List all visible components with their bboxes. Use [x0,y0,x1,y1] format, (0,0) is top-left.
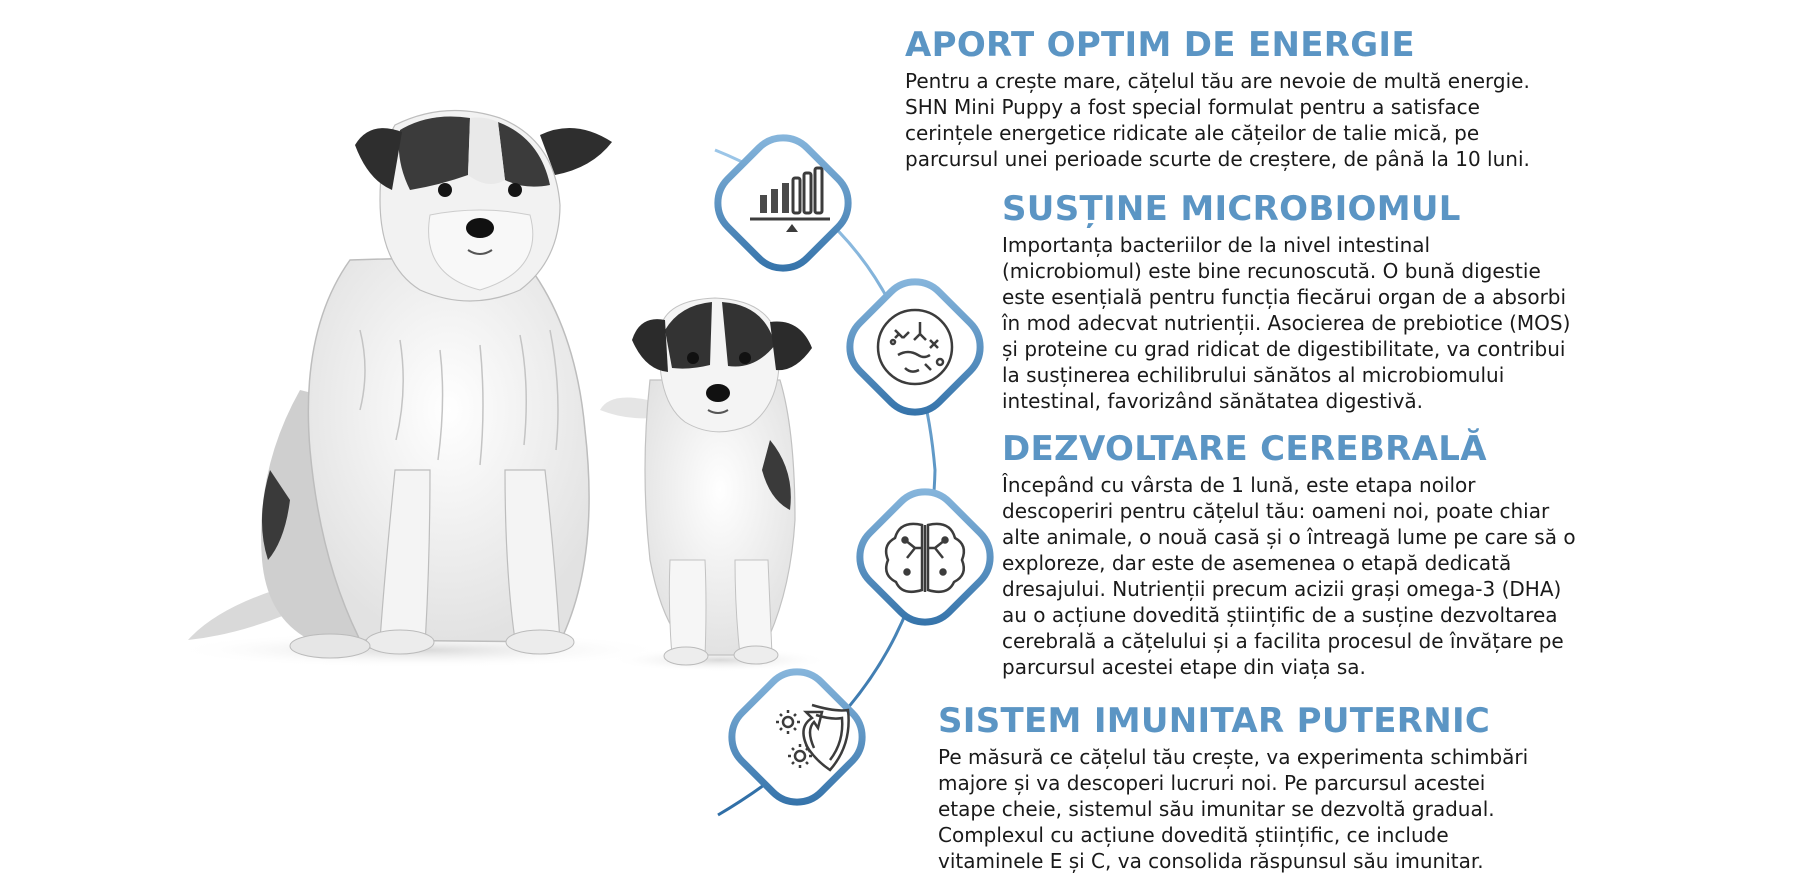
section-body: Pentru a crește mare, cățelul tău are nevoie de multă energie. SHN Mini Puppy a fost special formulat pentru a satisface cerințele energetice ridicate ale cățeilor de talie mică, pe parcursul unei perioade scurte de creștere, de până la 10 luni. [905,69,1530,171]
section-heading: SUSȚINE MICROBIOMUL [1002,189,1461,229]
section-heading: SISTEM IMUNITAR PUTERNIC [938,701,1491,741]
section-brain [1002,428,1642,680]
section-microbiome [1002,188,1642,414]
section-energy [905,24,1625,172]
adult-dog-image [170,110,670,668]
immune-badge [718,658,876,816]
section-body: Importanța bacteriilor de la nivel intestinal (microbiomul) este bine recunoscută. O bună digestie este esențială pentru funcția fiecărui organ de a absorbi în mod adecvat nutrienții. Asocierea de prebiotice (MOS) și proteine cu grad ridicat de digestibilitate, va contribui la susținerea echilibrului sănătos al microbiomului intestinal, favorizând sănătatea digestivă. [1002,233,1571,413]
puppy-image [600,298,830,672]
section-immune [938,700,1638,874]
microbiome-badge [836,268,994,426]
section-heading: DEZVOLTARE CEREBRALĂ [1002,429,1487,469]
section-heading: APORT OPTIM DE ENERGIE [905,25,1415,65]
section-body: Începând cu vârsta de 1 lună, este etapa noilor descoperiri pentru cățelul tău: oameni noi, poate chiar alte animale, o nouă casă și o întreagă lume pe care să o exploreze, dar este de asemenea o etapă dedicată dresajului. Nutrienții precum acizii grași omega-3 (DHA) au o acțiune dovedită științific de a susține dezvoltarea cerebrală a cățelului și a facilita procesul de învățare pe parcursul acestei etape din viața sa. [1002,473,1576,679]
section-body: Pe măsură ce cățelul tău crește, va experimenta schimbări majore și va descoperi lucruri noi. Pe parcursul acestei etape cheie, sistemul său imunitar se dezvoltă gradual. Complexul cu acțiune dovedită științific, ce include vitaminele E și C, va consolida răspunsul său imunitar. [938,745,1529,873]
